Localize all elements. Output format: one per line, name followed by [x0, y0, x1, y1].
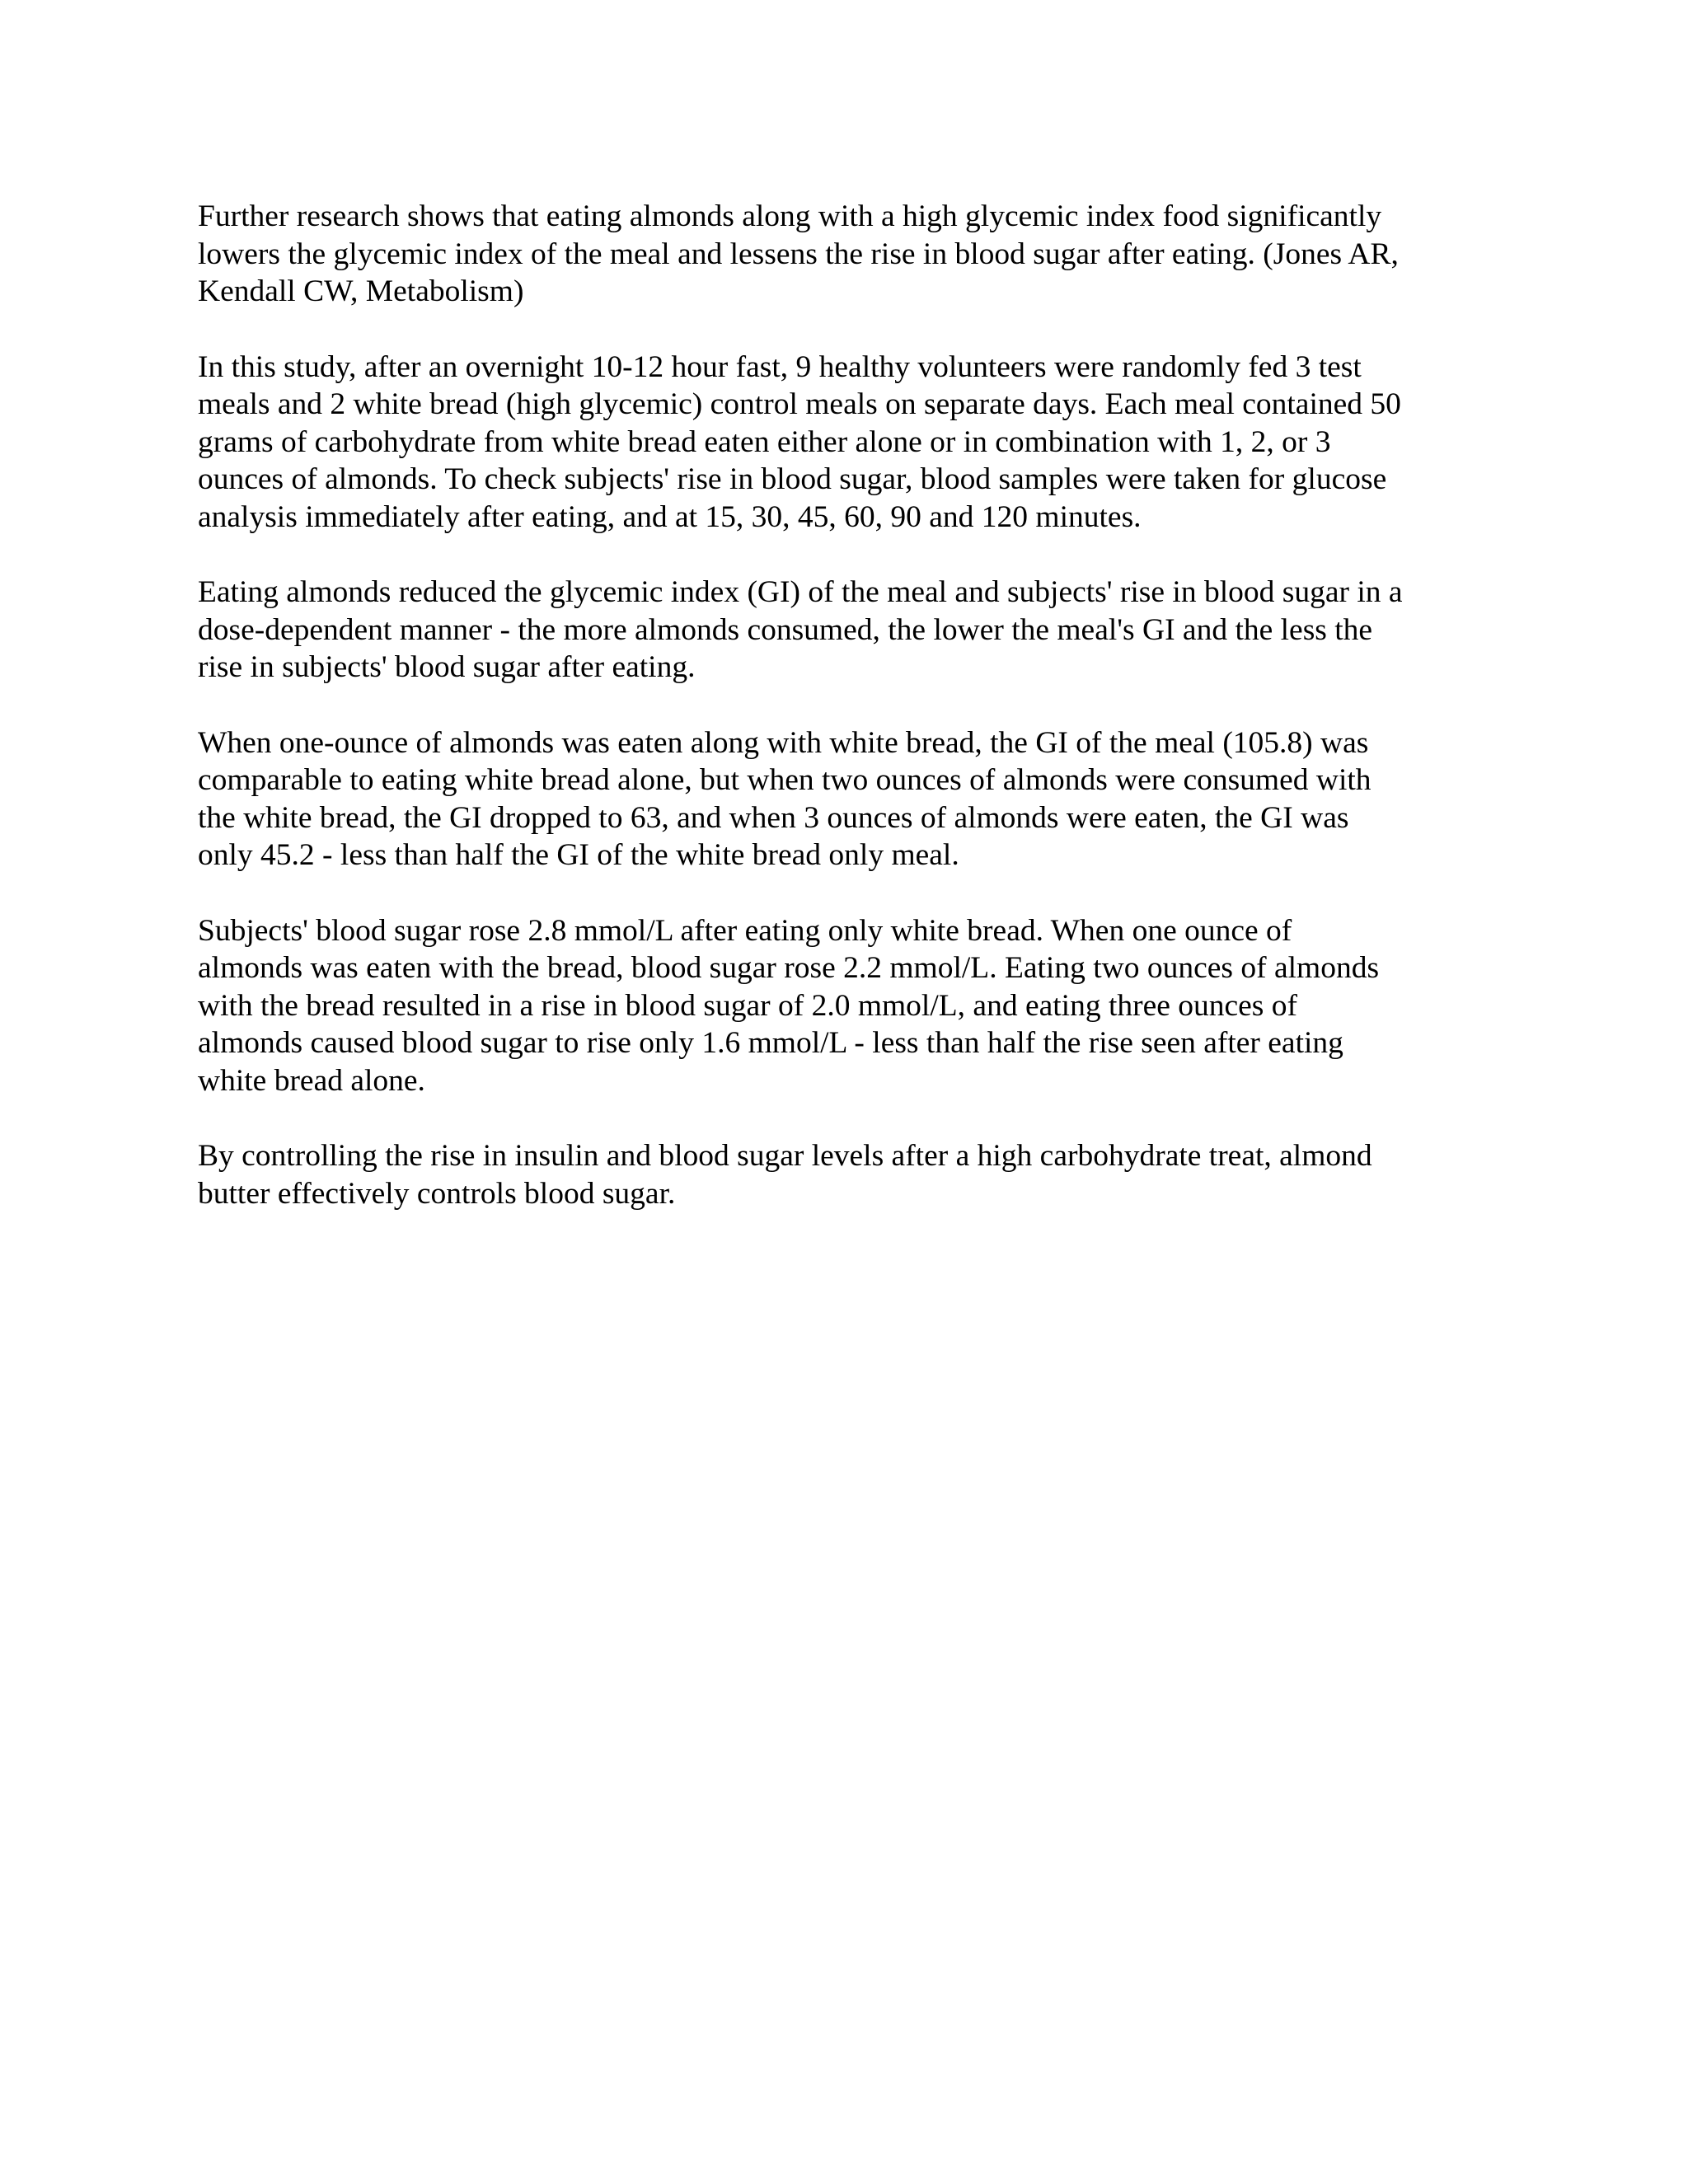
- text-line: meals and 2 white bread (high glycemic) control meals on separate days. Each meal contained 50: [198, 387, 1401, 421]
- text-line: almonds was eaten with the bread, blood sugar rose 2.2 mmol/L. Eating two ounces of almonds: [198, 951, 1380, 985]
- paragraph-conclusion: [198, 1137, 1500, 1212]
- text-line: white bread alone.: [198, 1063, 425, 1098]
- paragraph-gi-values: [198, 724, 1500, 874]
- text-line: with the bread resulted in a rise in blood sugar of 2.0 mmol/L, and eating three ounces of: [198, 988, 1298, 1023]
- text-line: only 45.2 - less than half the GI of the white bread only meal.: [198, 838, 959, 872]
- text-line: When one-ounce of almonds was eaten along with white bread, the GI of the meal (105.8) was: [198, 725, 1369, 760]
- text-line: butter effectively controls blood sugar.: [198, 1176, 676, 1211]
- paragraph-dose-dependent-result: [198, 574, 1500, 687]
- paragraph-almonds-glycemic-research: [198, 198, 1500, 311]
- text-line: grams of carbohydrate from white bread eaten either alone or in combination with 1, 2, or 3: [198, 424, 1331, 459]
- text-line: Subjects' blood sugar rose 2.8 mmol/L after eating only white bread. When one ounce of: [198, 913, 1292, 948]
- text-line: analysis immediately after eating, and at 15, 30, 45, 60, 90 and 120 minutes.: [198, 499, 1142, 534]
- text-line: almonds caused blood sugar to rise only 1.6 mmol/L - less than half the rise seen after eating: [198, 1026, 1343, 1060]
- text-line: Kendall CW, Metabolism): [198, 274, 524, 308]
- text-line: Eating almonds reduced the glycemic index (GI) of the meal and subjects' rise in blood sugar in a: [198, 575, 1403, 609]
- text-line: In this study, after an overnight 10-12 hour fast, 9 healthy volunteers were randomly fed 3 test: [198, 349, 1362, 384]
- text-line: ounces of almonds. To check subjects' rise in blood sugar, blood samples were taken for glucose: [198, 462, 1387, 496]
- text-line: lowers the glycemic index of the meal and lessens the rise in blood sugar after eating. (Jones AR,: [198, 237, 1399, 271]
- text-line: the white bread, the GI dropped to 63, and when 3 ounces of almonds were eaten, the GI was: [198, 800, 1349, 835]
- paragraph-study-method: [198, 349, 1500, 537]
- paragraph-blood-sugar-values: [198, 912, 1500, 1100]
- text-line: Further research shows that eating almonds along with a high glycemic index food significantly: [198, 199, 1382, 233]
- text-line: rise in subjects' blood sugar after eating.: [198, 650, 696, 684]
- text-line: By controlling the rise in insulin and blood sugar levels after a high carbohydrate treat, almond: [198, 1139, 1372, 1173]
- text-line: comparable to eating white bread alone, but when two ounces of almonds were consumed with: [198, 763, 1372, 797]
- document-body: [198, 198, 1500, 1250]
- text-line: dose-dependent manner - the more almonds consumed, the lower the meal's GI and the less the: [198, 612, 1373, 647]
